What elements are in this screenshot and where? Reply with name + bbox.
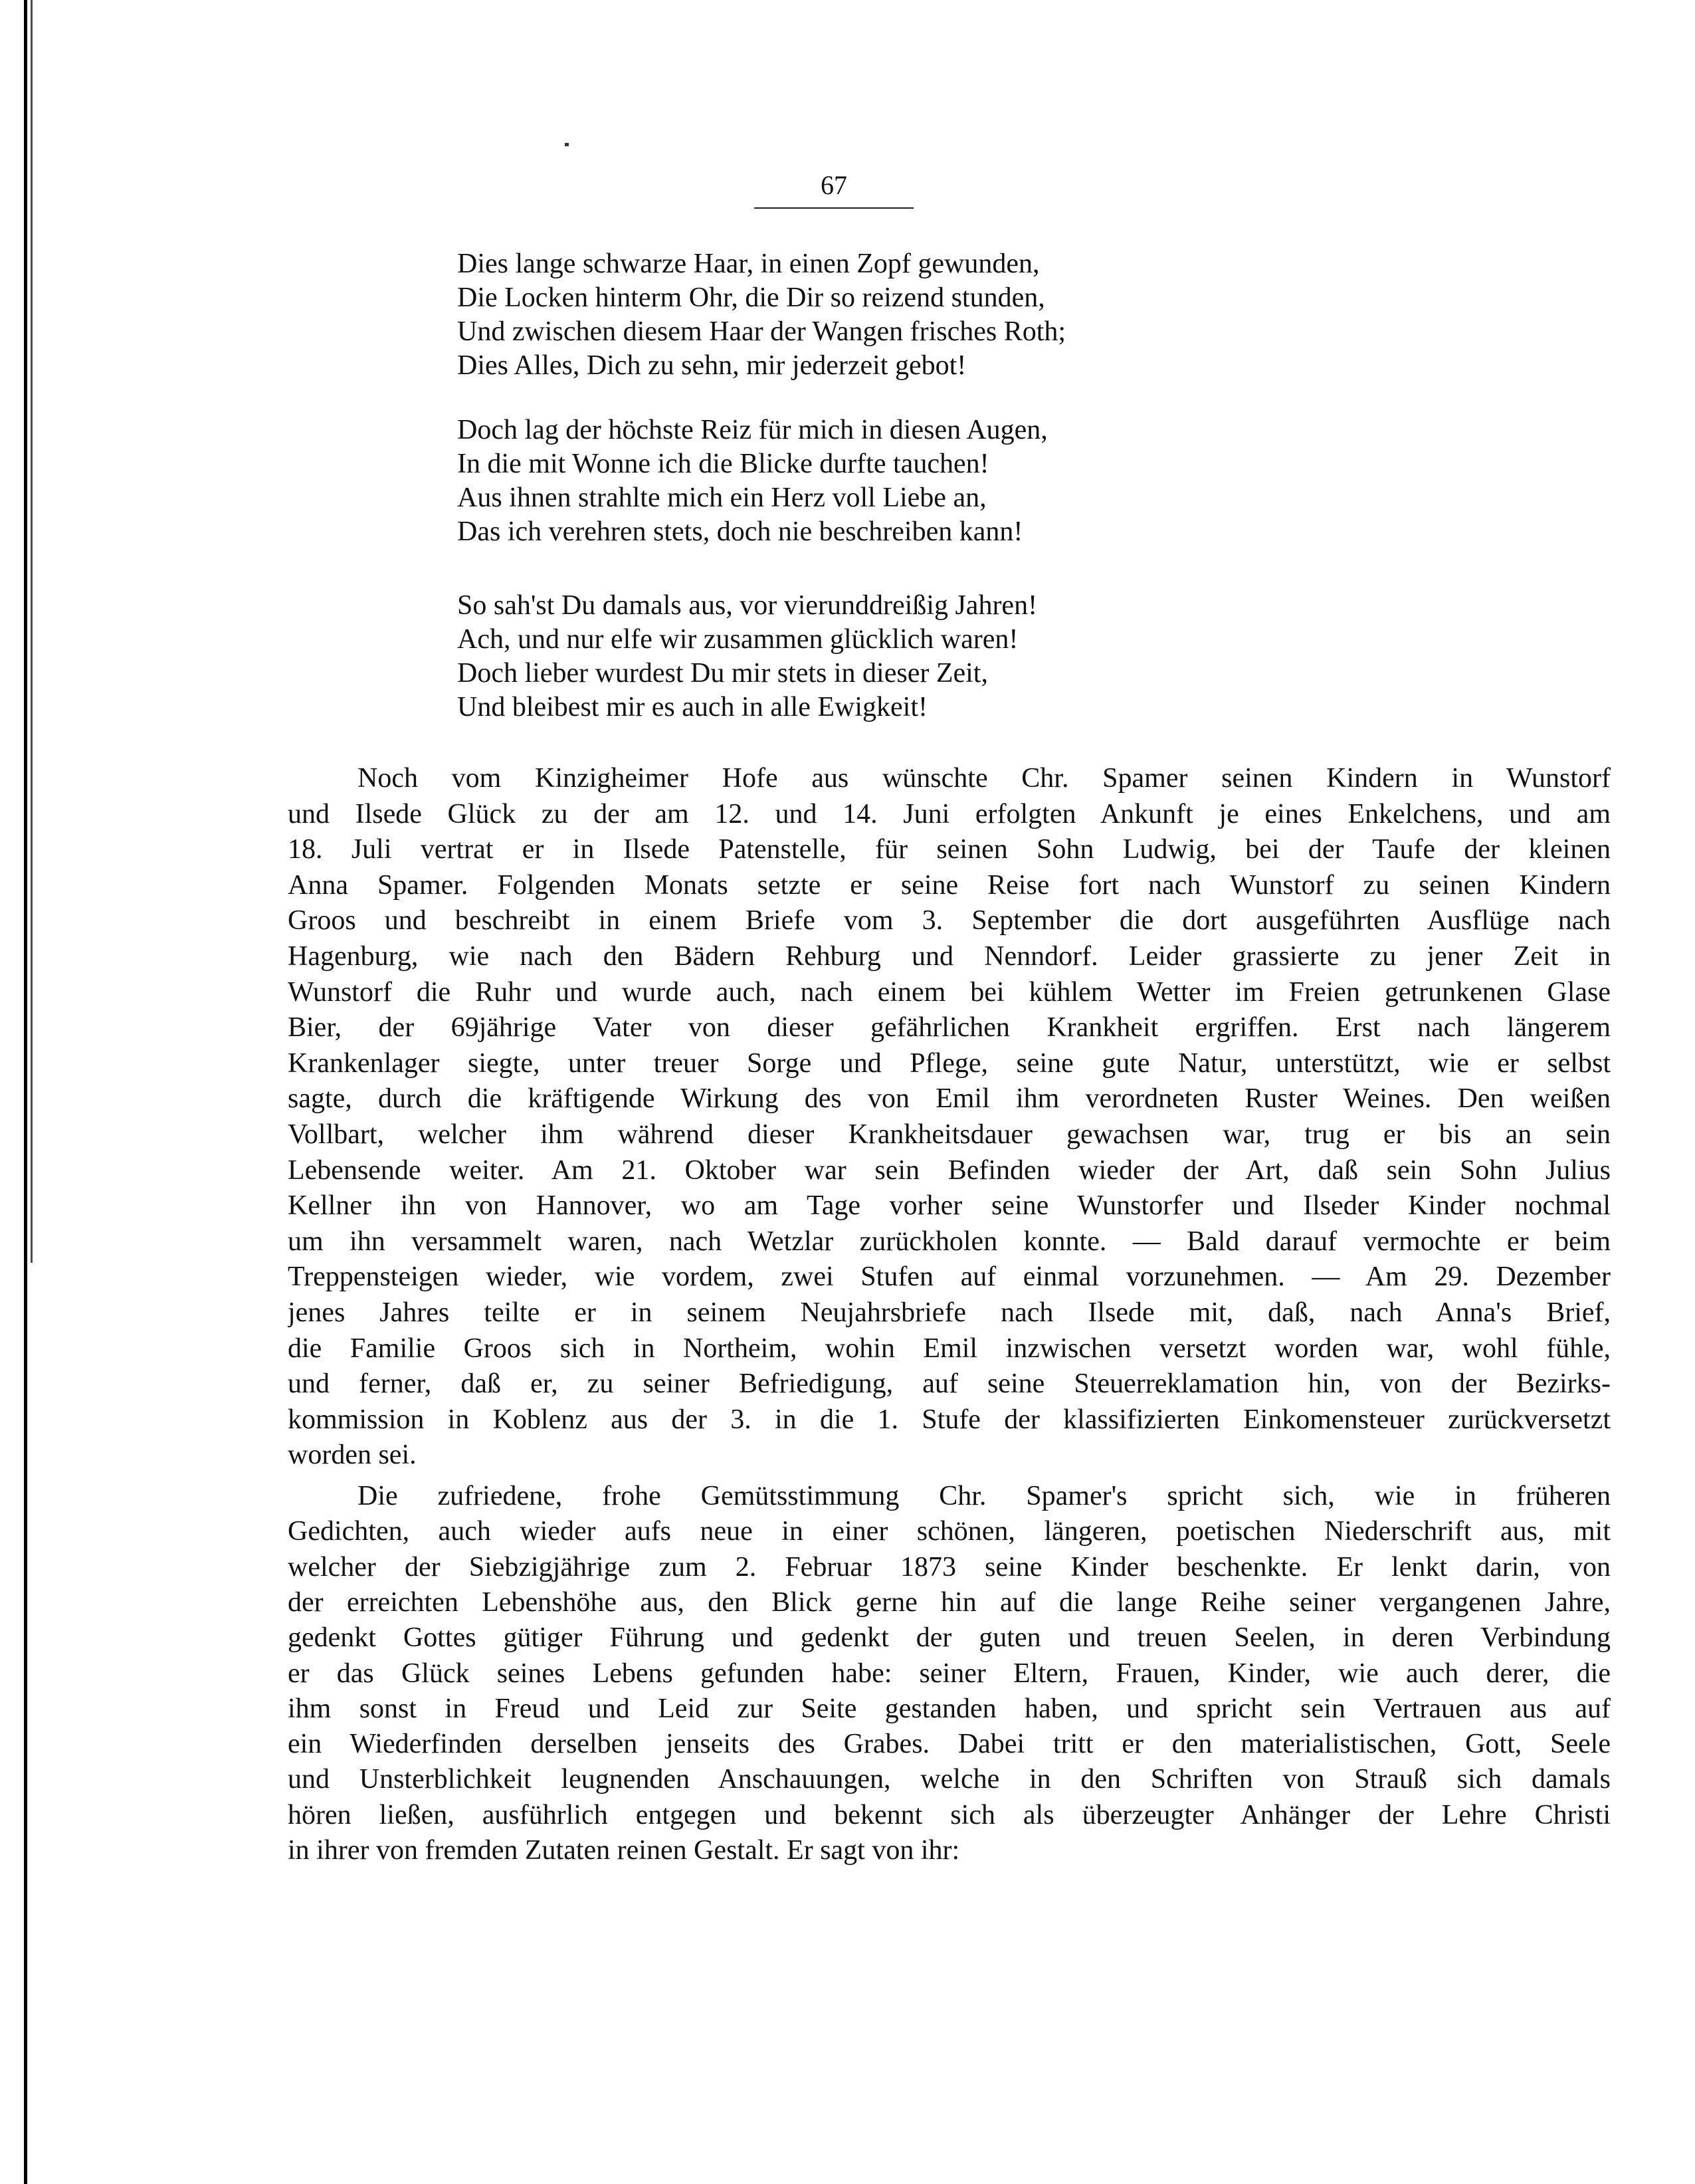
scan-edge-line: [31, 0, 33, 1263]
paragraph-line: gedenkt Gottes gütiger Führung und gedenkt der guten und treuen Seelen, in deren Verbindung: [288, 1622, 1611, 1653]
poem-line: Und bleibest mir es auch in alle Ewigkeit!: [457, 692, 928, 722]
paragraph-line: Hagenburg, wie nach den Bädern Rehburg und Nenndorf. Leider grassierte zu jener Zeit in: [288, 941, 1611, 972]
paragraph-line: und Ilsede Glück zu der am 12. und 14. Juni erfolgten Ankunft je eines Enkelchens, und am: [288, 799, 1611, 829]
poem-line: Die Locken hinterm Ohr, die Dir so reizend stunden,: [457, 282, 1045, 313]
scan-edge-line: [24, 0, 27, 2184]
poem-line: So sah'st Du damals aus, vor vierunddreißig Jahren!: [457, 590, 1038, 621]
paragraph-line: hören ließen, ausführlich entgegen und bekennt sich als überzeugter Anhänger der Lehre Christi: [288, 1800, 1611, 1830]
paragraph-line: Bier, der 69jährige Vater von dieser gefährlichen Krankheit ergriffen. Erst nach längerem: [288, 1012, 1611, 1043]
paragraph-line: kommission in Koblenz aus der 3. in die 1. Stufe der klassifizierten Einkomensteuer zurückversetzt: [288, 1404, 1611, 1435]
poem-line: Und zwischen diesem Haar der Wangen frisches Roth;: [457, 316, 1066, 347]
poem-line: In die mit Wonne ich die Blicke durfte tauchen!: [457, 449, 989, 479]
paragraph-line: jenes Jahres teilte er in seinem Neujahrsbriefe nach Ilsede mit, daß, nach Anna's Brief,: [288, 1297, 1611, 1328]
paragraph-line: ihm sonst in Freud und Leid zur Seite gestanden haben, und spricht sein Vertrauen aus auf: [288, 1693, 1611, 1724]
paragraph-line: in ihrer von fremden Zutaten reinen Gestalt. Er sagt von ihr:: [288, 1835, 960, 1866]
poem-line: Dies Alles, Dich zu sehn, mir jederzeit gebot!: [457, 350, 967, 381]
paragraph-line: und Unsterblichkeit leugnenden Anschauungen, welche in den Schriften von Strauß sich damals: [288, 1764, 1611, 1795]
paragraph-line: Anna Spamer. Folgenden Monats setzte er seine Reise fort nach Wunstorf zu seinen Kindern: [288, 870, 1611, 901]
paragraph-line: die Familie Groos sich in Northeim, wohin Emil inzwischen versetzt worden war, wohl fühle,: [288, 1333, 1611, 1364]
paragraph-line: und ferner, daß er, zu seiner Befriedigung, auf seine Steuerreklamation hin, von der Bezirks-: [288, 1368, 1611, 1399]
page-number: 67: [821, 170, 847, 200]
paragraph-line: um ihn versammelt waren, nach Wetzlar zurückholen konnte. — Bald darauf vermochte er beim: [288, 1226, 1611, 1257]
paragraph-line: Lebensende weiter. Am 21. Oktober war sein Befinden wieder der Art, daß sein Sohn Julius: [288, 1155, 1611, 1186]
poem-line: Doch lag der höchste Reiz für mich in diesen Augen,: [457, 415, 1048, 445]
paragraph-line: Groos und beschreibt in einem Briefe vom 3. September die dort ausgeführten Ausflüge nach: [288, 905, 1611, 936]
paragraph-line: welcher der Siebzigjährige zum 2. Februar 1873 seine Kinder beschenkte. Er lenkt darin, von: [288, 1552, 1611, 1583]
speck: [565, 143, 569, 146]
paragraph-line: sagte, durch die kräftigende Wirkung des von Emil ihm verordneten Ruster Weines. Den weißen: [288, 1083, 1611, 1114]
paragraph-line: der erreichten Lebenshöhe aus, den Blick gerne hin auf die lange Reihe seiner vergangenen Jahre,: [288, 1587, 1611, 1618]
paragraph-line: Treppensteigen wieder, wie vordem, zwei Stufen auf einmal vorzunehmen. — Am 29. Dezember: [288, 1261, 1611, 1292]
page-number-rule: [754, 207, 914, 209]
paragraph-line: Wunstorf die Ruhr und wurde auch, nach einem bei kühlem Wetter im Freien getrunkenen Glase: [288, 977, 1611, 1008]
poem-line: Dies lange schwarze Haar, in einen Zopf gewunden,: [457, 249, 1040, 279]
poem-line: Aus ihnen strahlte mich ein Herz voll Liebe an,: [457, 483, 987, 513]
paragraph-line: Kellner ihn von Hannover, wo am Tage vorher seine Wunstorfer und Ilseder Kinder nochmal: [288, 1190, 1611, 1221]
paragraph-line: Krankenlager siegte, unter treuer Sorge und Pflege, seine gute Natur, unterstützt, wie er selbst: [288, 1048, 1611, 1079]
paragraph-line: Noch vom Kinzigheimer Hofe aus wünschte Chr. Spamer seinen Kindern in Wunstorf: [357, 763, 1611, 794]
paragraph-line: Vollbart, welcher ihm während dieser Krankheitsdauer gewachsen war, trug er bis an sein: [288, 1119, 1611, 1150]
paragraph-line: ein Wiederfinden derselben jenseits des Grabes. Dabei tritt er den materialistischen, Gott, Seele: [288, 1729, 1611, 1759]
paragraph-line: 18. Juli vertrat er in Ilsede Patenstelle, für seinen Sohn Ludwig, bei der Taufe der kleinen: [288, 834, 1611, 865]
poem-line: Ach, und nur elfe wir zusammen glücklich waren!: [457, 624, 1019, 655]
paragraph-line: worden sei.: [288, 1440, 417, 1470]
paragraph-line: Die zufriedene, frohe Gemütsstimmung Chr. Spamer's spricht sich, wie in früheren: [357, 1481, 1611, 1511]
paragraph-line: er das Glück seines Lebens gefunden habe: seiner Eltern, Frauen, Kinder, wie auch derer, die: [288, 1658, 1611, 1689]
poem-line: Das ich verehren stets, doch nie beschreiben kann!: [457, 516, 1023, 547]
poem-line: Doch lieber wurdest Du mir stets in dieser Zeit,: [457, 658, 988, 689]
paragraph-line: Gedichten, auch wieder aufs neue in einer schönen, längeren, poetischen Niederschrift aus, mit: [288, 1516, 1611, 1547]
